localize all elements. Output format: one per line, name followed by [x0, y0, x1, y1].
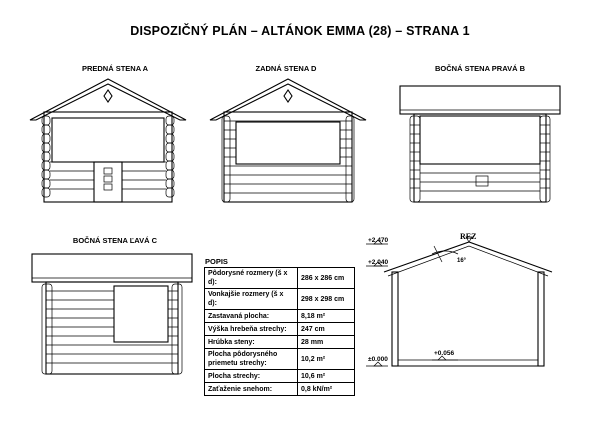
- spec-row: [205, 323, 355, 336]
- spec-label: Vonkajšie rozmery (š x d):: [205, 289, 298, 310]
- spec-label: Zaťaženie snehom:: [205, 383, 298, 396]
- page-title: DISPOZIČNÝ PLÁN – ALTÁNOK EMMA (28) – STRANA 1: [130, 24, 470, 38]
- label-right-wall: BOČNÁ STENA PRAVÁ B: [434, 64, 525, 73]
- spec-row: [205, 310, 355, 323]
- section-wall-right: [538, 272, 544, 366]
- spec-value: 0,8 kN/m²: [298, 383, 355, 396]
- front-left-corner-logs: [42, 116, 50, 197]
- spec-label: Hrúbka steny:: [205, 336, 298, 349]
- spec-value: 10,2 m²: [298, 349, 355, 370]
- spec-row: [205, 268, 355, 289]
- right-opening: [420, 116, 540, 164]
- back-gable-ornament: [284, 90, 292, 102]
- level-label-ridge: +2.470: [368, 237, 389, 244]
- label-left-wall: BOČNÁ STENA ĽAVÁ C: [72, 236, 158, 245]
- spec-value: 286 x 286 cm: [298, 268, 355, 289]
- front-lower-logs: [50, 162, 166, 189]
- spec-label: Plocha pôdorysného priemetu strechy:: [205, 349, 298, 370]
- front-right-corner-logs: [166, 116, 174, 197]
- level-label-floor: +0.056: [434, 350, 455, 357]
- level-label-ground: ±0.000: [368, 356, 388, 363]
- left-wall-drawing: [28, 248, 198, 380]
- spec-row: [205, 336, 355, 349]
- spec-label: Pôdorysné rozmery (š x d):: [205, 268, 298, 289]
- roof-angle-label: 16°: [457, 258, 467, 264]
- label-back-wall: ZADNÁ STENA D: [255, 64, 317, 73]
- section-wall-left: [392, 272, 398, 366]
- level-label-eave: +2.040: [368, 259, 389, 266]
- section-drawing: [362, 232, 558, 382]
- spec-row: [205, 349, 355, 370]
- spec-row: [205, 289, 355, 310]
- front-main-opening: [52, 118, 164, 162]
- spec-table: [204, 267, 355, 396]
- popis-heading: POPIS: [205, 257, 228, 266]
- right-wall-drawing: [396, 76, 566, 206]
- spec-label: Zastavaná plocha:: [205, 310, 298, 323]
- spec-value: 8,18 m²: [298, 310, 355, 323]
- left-window: [114, 286, 168, 342]
- spec-value: 298 x 298 cm: [298, 289, 355, 310]
- back-wall-drawing: [208, 76, 368, 206]
- spec-label: Výška hrebeňa strechy:: [205, 323, 298, 336]
- front-gable-ornament: [104, 90, 112, 102]
- section-roof-inner: [388, 246, 548, 276]
- spec-row: [205, 370, 355, 383]
- spec-value: 28 mm: [298, 336, 355, 349]
- spec-value: 10,6 m²: [298, 370, 355, 383]
- spec-label: Plocha strechy:: [205, 370, 298, 383]
- front-wall-drawing: [28, 76, 188, 206]
- section-label: REZ: [460, 232, 477, 241]
- spec-value: 247 cm: [298, 323, 355, 336]
- right-vent: [476, 176, 488, 186]
- label-front-wall: PREDNÁ STENA A: [81, 64, 149, 73]
- spec-row: [205, 383, 355, 396]
- back-window: [236, 122, 340, 164]
